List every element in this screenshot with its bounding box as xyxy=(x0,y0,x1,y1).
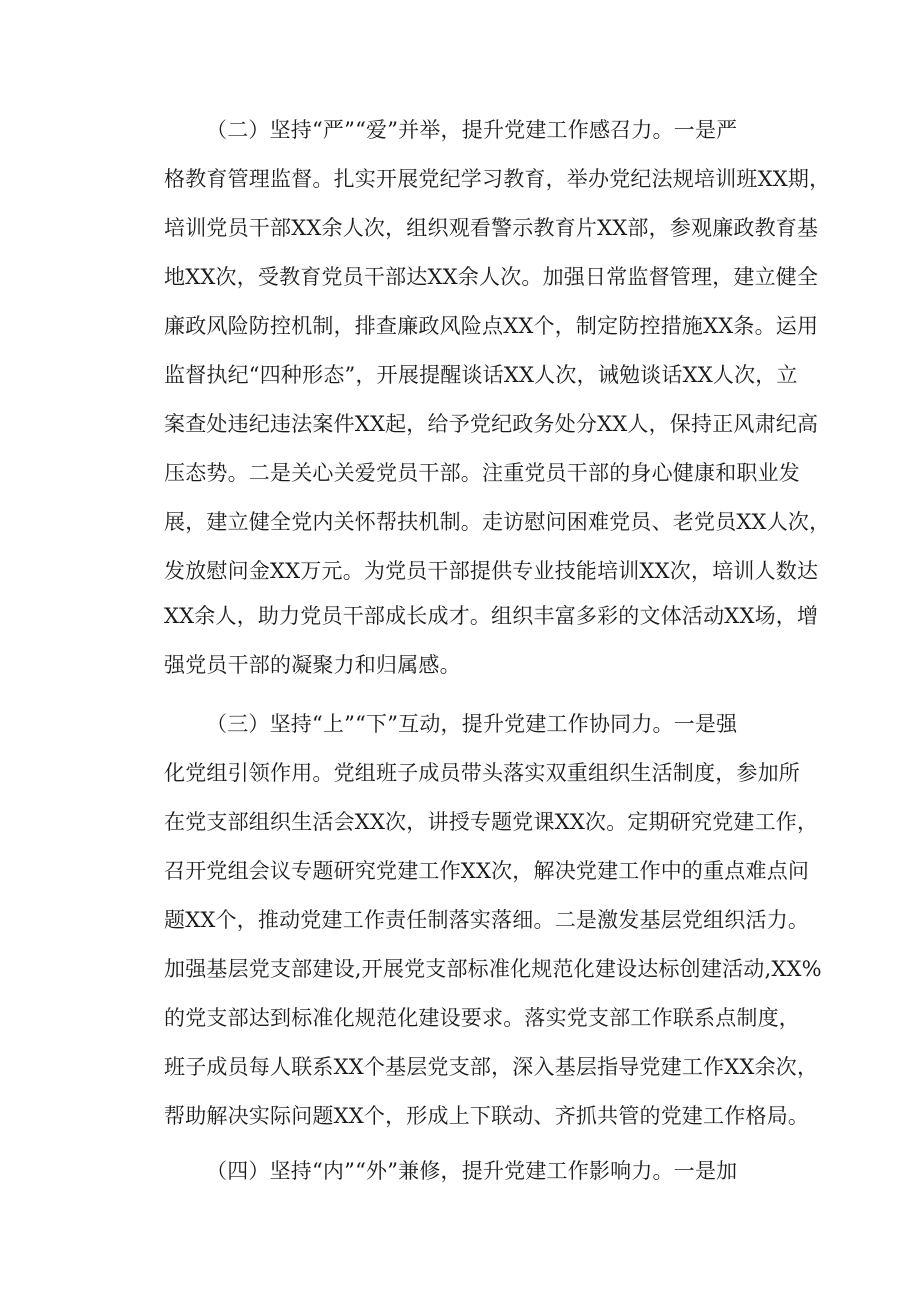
paragraph-line: 题XX个，推动党建工作责任制落实落细。二是激发基层党组织活力。 xyxy=(164,908,810,932)
paragraph-line: 培训党员干部XX余人次，组织观看警示教育片XX部，参观廉政教育基 xyxy=(164,216,819,240)
paragraph-line: 地XX次，受教育党员干部达XX余人次。加强日常监督管理，建立健全 xyxy=(164,265,819,289)
paragraph-line: 在党支部组织生活会XX次，讲授专题党课XX次。定期研究党建工作， xyxy=(164,810,819,834)
paragraph-line: 格教育管理监督。扎实开展党纪学习教育，举办党纪法规培训班XX期， xyxy=(164,167,831,191)
paragraph-line: 案查处违纪违法案件XX起，给予党纪政务处分XX人，保持正风肃纪高 xyxy=(164,412,819,436)
paragraph-line: 强党员干部的凝聚力和归属感。 xyxy=(164,653,461,677)
paragraph-line: 展，建立健全党内关怀帮扶机制。走访慰问困难党员、老党员XX人次， xyxy=(164,510,831,534)
paragraph-line: （二）坚持“严”“爱”并举，提升党建工作感召力。一是严 xyxy=(206,118,738,142)
paragraph-line: XX余人，助力党员干部成长成才。组织丰富多彩的文体活动XX场，增 xyxy=(164,604,819,628)
paragraph-line: 发放慰问金XX万元。为党员干部提供专业技能培训XX次，培训人数达 xyxy=(164,559,819,583)
paragraph-line: （三）坚持“上”“下”互动，提升党建工作协同力。一是强 xyxy=(206,712,738,736)
paragraph-line: 化党组引领作用。党组班子成员带头落实双重组织生活制度，参加所 xyxy=(164,761,800,785)
paragraph-line: 的党支部达到标准化规范化建设要求。落实党支部工作联系点制度， xyxy=(164,1006,800,1030)
paragraph-line: 监督执纪“四种形态”，开展提醒谈话XX人次，诫勉谈话XX人次，立 xyxy=(164,363,798,387)
paragraph-line: （四）坚持“内”“外”兼修，提升党建工作影响力。一是加 xyxy=(206,1159,738,1183)
paragraph-line: 廉政风险防控机制，排查廉政风险点XX个，制定防控措施XX条。运用 xyxy=(164,314,819,338)
paragraph-line: 帮助解决实际问题XX个，形成上下联动、齐抓共管的党建工作格局。 xyxy=(164,1104,810,1128)
paragraph-line: 班子成员每人联系XX个基层党支部，深入基层指导党建工作XX余次， xyxy=(164,1055,819,1079)
paragraph-line: 召开党组会议专题研究党建工作XX次，解决党建工作中的重点难点问 xyxy=(164,859,810,883)
paragraph-line: 加强基层党支部建设,开展党支部标准化规范化建设达标创建活动,XX% xyxy=(164,957,822,981)
paragraph-line: 压态势。二是关心关爱党员干部。注重党员干部的身心健康和职业发 xyxy=(164,461,800,485)
